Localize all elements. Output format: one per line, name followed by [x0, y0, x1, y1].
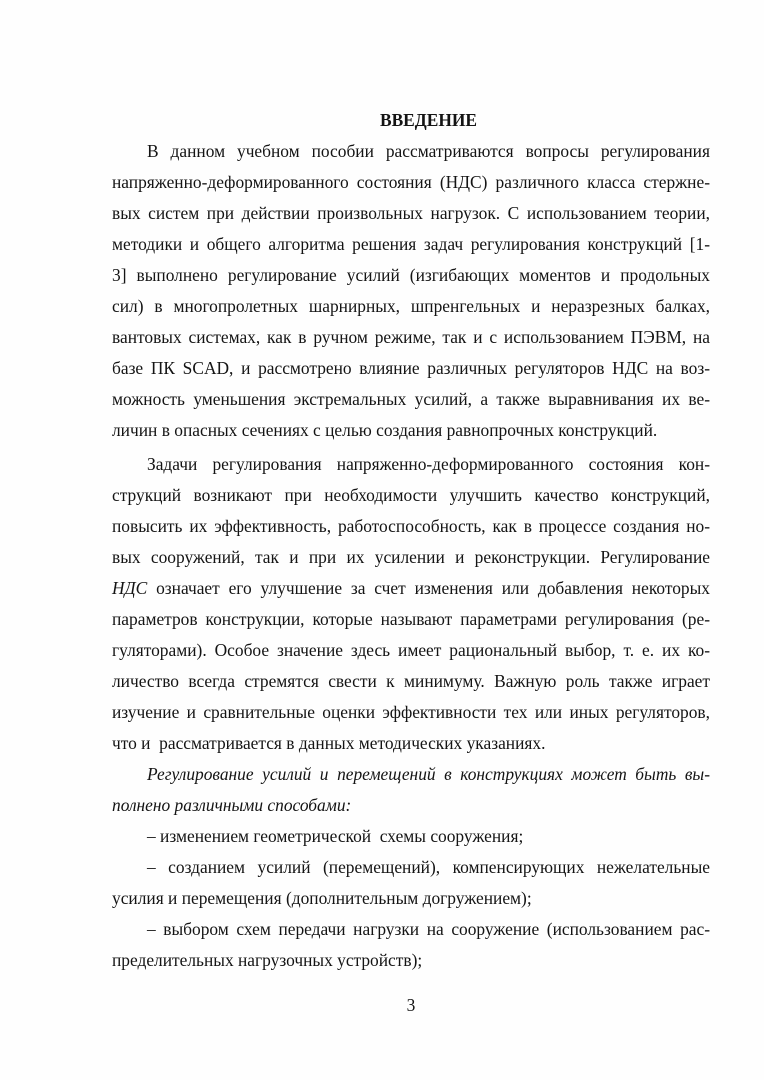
text-line: изучение и сравнительные оценки эффективности тех или иных регуляторов, [112, 702, 710, 722]
page-number: 3 [406, 995, 416, 1015]
text-line: личество всегда стремятся свести к минимуму. Важную роль также играет [112, 671, 710, 691]
text-line: В данном учебном пособии рассматриваются вопросы регулирования [147, 141, 710, 161]
text-line: вантовых системах, как в ручном режиме, так и с использованием ПЭВМ, на [112, 327, 710, 347]
text-line: сил) в многопролетных шарнирных, шпренгельных и неразрезных балках, [112, 296, 710, 316]
page-title: ВВЕДЕНИЕ [379, 110, 477, 130]
text-line: методики и общего алгоритма решения задач регулирования конструкций [1- [112, 234, 710, 254]
list-item-continuation: усилия и перемещения (дополнительным догружением); [112, 888, 532, 908]
text-line: 3] выполнено регулирование усилий (изгибающих моментов и продольных [112, 265, 710, 285]
text-line: повысить их эффективность, работоспособность, как в процессе создания но- [112, 516, 710, 536]
list-item: – выбором схем передачи нагрузки на сооружение (использованием рас- [147, 919, 710, 939]
list-item: – созданием усилий (перемещений), компенсирующих нежелательные [147, 857, 710, 877]
italic-term: НДС [112, 578, 148, 598]
text-line-rest: означает его улучшение за счет изменения или добавления некоторых [147, 578, 710, 598]
text-line: Регулирование усилий и перемещений в конструкциях может быть вы- [147, 764, 710, 784]
text-line: параметров конструкции, которые называют параметрами регулирования (ре- [112, 609, 710, 629]
text-line: напряженно-деформированного состояния (НДС) различного класса стержне- [112, 172, 710, 192]
text-line: полнено различными способами: [112, 795, 352, 815]
text-line: Задачи регулирования напряженно-деформированного состояния кон- [147, 454, 710, 474]
text-line: вых систем при действии произвольных нагрузок. С использованием теории, [112, 203, 710, 223]
list-item-continuation: пределительных нагрузочных устройств); [112, 950, 423, 970]
text-line: что и рассматривается в данных методических указаниях. [112, 733, 546, 753]
list-item: – изменением геометрической схемы сооружения; [147, 826, 524, 846]
text-line: личин в опасных сечениях с целью создания равнопрочных конструкций. [112, 420, 658, 440]
text-line [112, 573, 710, 604]
text-line: струкций возникают при необходимости улучшить качество конструкций, [112, 485, 710, 505]
text-line: гуляторами). Особое значение здесь имеет рациональный выбор, т. е. их ко- [112, 640, 710, 660]
text-line: можность уменьшения экстремальных усилий, а также выравнивания их ве- [112, 389, 710, 409]
text-line: вых сооружений, так и при их усилении и реконструкции. Регулирование [112, 547, 710, 567]
text-line: базе ПК SCAD, и рассмотрено влияние различных регуляторов НДС на воз- [112, 358, 710, 378]
